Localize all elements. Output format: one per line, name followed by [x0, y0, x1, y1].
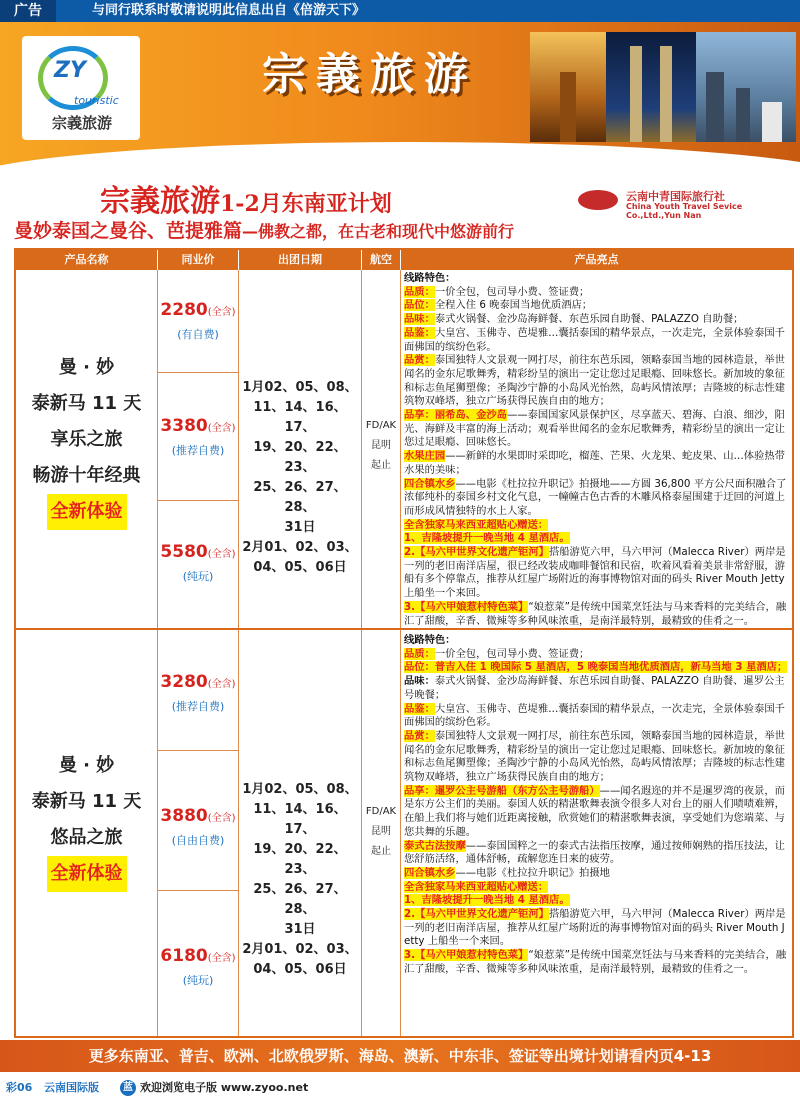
logo-chinese: 宗義旅游 — [52, 114, 113, 132]
highlight-line: 线路特色： — [404, 634, 456, 646]
highlight-line: 四合镇水乡——电影《杜拉拉升职记》拍摄地——方圆 36,800 平方公尺面积融合了浓郁纯朴的泰国乡村文化气息，一幢幢古色古香的木雕风格泰屋围建于迂回的河道上而形成风情独特的水上人家。 — [404, 477, 787, 517]
highlight-line: 3.【马六甲娘惹村特色菜】“娘惹菜”是传统中国菜烹饪法与马来香料的完美结合，融汇了甜酸，辛香、微辣等多种风味浓重，是南洋最特别，最精致的佳肴之一。 — [404, 600, 787, 627]
product-1-airline: FD/AK 昆明 起止 — [365, 420, 397, 471]
source-notice: 与同行联系时敬请说明此信息出自《倍游天下》 — [92, 3, 366, 18]
product-1-name: 曼 · 妙 泰新马 11 天 享乐之旅 畅游十年经典 全新体验 — [16, 350, 157, 530]
highlight-line: 品鉴：大皇宫、玉佛寺、芭堤雅…囊括泰国的精华景点，一次走完，全景体验泰国千面佛国的缤纷色彩。 — [404, 326, 785, 353]
merlion-photo — [696, 32, 796, 142]
highlight-line: 线路特色： — [404, 272, 456, 284]
top-bar — [0, 0, 800, 22]
header-banner — [0, 22, 800, 178]
product-2-dates: 1月02、05、08、 11、14、16、17、 19、20、22、23、 25、26、27、28、 31日 2月01、02、03、 04、05、06日 — [242, 782, 358, 977]
product-2-price-3: 6180(全含) (纯玩) — [160, 946, 236, 987]
footer — [0, 1076, 800, 1100]
edition-badge-icon: 蓝 — [120, 1080, 136, 1096]
website-link[interactable]: 欢迎浏览电子版 www.zyoo.net — [140, 1081, 309, 1094]
header-airline: 航空 — [362, 250, 400, 270]
page-title: 宗義旅游1-2月东南亚计划 — [100, 184, 392, 219]
highlight-line: 水果庄园——新鲜的水果即时采即吃，榴莲、芒果、火龙果、蛇皮果、山…体验热带水果的美味； — [404, 450, 785, 476]
agency-name: 云南中青国际旅行社 — [626, 190, 725, 203]
highlight-line: 1、吉隆坡提升一晚当地 4 星酒店。 — [404, 894, 570, 907]
header-highlights: 产品亮点 — [401, 250, 792, 270]
product-2-price-2: 3880(全含) (自由自费) — [160, 806, 236, 847]
twin-towers-photo — [606, 32, 696, 142]
product-1-price-3: 5580(全含) (纯玩) — [160, 542, 236, 583]
agency-english: China Youth Travel Sevice Co.,Ltd.,Yun Nan — [626, 202, 743, 220]
highlight-line: 品赏：泰国独特人文景观一网打尽，前往东芭乐园，领略泰国当地的园林造景，举世闻名的金东尼歌舞秀，精彩纷呈的演出一定让您过足眼瘾、回味悠长。新加坡的象征和标志鱼尾狮塑像；圣陶沙宁静的小岛风光怡然，岛屿风情浓厚；吉隆坡的标志性建筑物双峰塔，独立广场获得民族自由的地方； — [404, 729, 785, 784]
highlight-line: 3.【马六甲娘惹村特色菜】“娘惹菜”是传统中国菜烹饪法与马来香料的完美结合，融汇了甜酸，辛香、微辣等多种风味浓重，是南洋最特别，最精致的佳肴之一。 — [404, 949, 787, 975]
highlight-line: 四合镇水乡——电影《杜拉拉升职记》拍摄地 — [404, 866, 610, 879]
header-price: 同业价 — [158, 250, 238, 270]
highlight-line: 全含独家马来西亚超贴心赠送： — [404, 518, 549, 531]
highlight-line: 品享：暹罗公主号游船（东方公主号游船）——闻名遐迩的并不是暹罗湾的夜景，而是东方公主们的美丽。泰国人妖的精湛歌舞表演令很多人对台上的丽人们啧啧难辨，在船上我们将与她们近距离接触，欣赏她们的精湛歌舞表演，享受她们为您端菜、与您共舞的乐趣。 — [404, 784, 785, 838]
logo-english: touristic — [74, 94, 119, 107]
product-2-name: 曼 · 妙 泰新马 11 天 悠品之旅 全新体验 — [16, 748, 157, 892]
slogan: 曼妙泰国之曼谷、芭提雅篇—佛教之都，在古老和现代中悠游前行 — [14, 220, 515, 242]
highlight-line: 品味：泰式火锅餐、金沙岛海鲜餐、东芭乐园自助餐、PALAZZO 自助餐； — [404, 313, 744, 326]
temple-photo — [530, 32, 606, 142]
ad-label: 广告 — [0, 0, 56, 22]
agency-logo — [574, 188, 794, 220]
highlight-line: 全含独家马来西亚超贴心赠送： — [404, 880, 549, 893]
highlight-line: 品质：一价全包，包司导小费、签证费； — [404, 647, 590, 660]
logo — [22, 36, 140, 140]
page-subtitle: 1-2月东南亚计划 — [220, 191, 392, 217]
product-1-dates: 1月02、05、08、 11、14、16、17、 19、20、22、23、 25、26、27、28、 31日 2月01、02、03、 04、05、06日 — [242, 380, 358, 575]
brand-title: 宗義旅游 — [262, 49, 478, 100]
product-2-badge: 全新体验 — [47, 856, 127, 892]
product-2-airline: FD/AK 昆明 起止 — [365, 806, 397, 857]
highlight-line: 泰式古法按摩——泰国国粹之一的泰式古法指压按摩，通过按师娴熟的指压技法，让您舒筋活络，通体舒畅，疏解您连日来的疲劳。 — [404, 839, 785, 866]
product-2-price-1: 3280(全含) (推荐自费) — [160, 672, 236, 713]
header-product-name: 产品名称 — [16, 250, 157, 270]
highlight-line: 1、吉隆坡提升一晚当地 4 星酒店。 — [404, 532, 570, 545]
logo-mark: ZY — [54, 58, 86, 83]
highlight-line: 2.【马六甲世界文化遗产钜河】搭船游览六甲，马六甲河（Malecca River）两岸是一列的老旧南洋店屋，推荐从红屋广场附近的海事博物馆对面的码头 River Mouth Jetty 上船坐一个来回。 — [404, 908, 786, 948]
highlight-line: 品鉴：大皇宫、玉佛寺、芭堤雅…囊括泰国的精华景点，一次走完，全景体验泰国千面佛国的缤纷色彩。 — [404, 702, 785, 729]
more-routes-banner: 更多东南亚、普吉、欧洲、北欧俄罗斯、海岛、澳新、中东非、签证等出境计划请看内页4-13 — [0, 1040, 800, 1072]
highlight-line: 2.【马六甲世界文化遗产钜河】搭船游览六甲，马六甲河（Malecca River）两岸是一列的老旧南洋店屋，很已经改装成咖啡餐馆和民宿，吹着风看着美景非常舒服，游船有多个停靠点，推荐从红屋广场附近的海事博物馆对面的码头 River Mouth Jetty 上船坐一个来回。 — [404, 546, 786, 600]
highlight-line: 品位：全程入住 6 晚泰国当地优质酒店； — [404, 299, 593, 312]
product-1-price-2: 3380(全含) (推荐自费) — [160, 416, 236, 457]
highlight-line: 品味：泰式火锅餐、金沙岛海鲜餐、东芭乐园自助餐、PALAZZO 自助餐、暹罗公主号晚餐； — [404, 675, 785, 701]
product-table — [14, 248, 794, 1038]
highlight-line: 品质：一价全包，包司导小费、签证费； — [404, 285, 590, 298]
agency-emblem-icon — [578, 190, 618, 210]
product-1-price-1: 2280(全含) (有自费) — [160, 300, 236, 341]
product-1-badge: 全新体验 — [47, 494, 127, 530]
edition-label: 云南国际版 — [44, 1081, 99, 1094]
highlight-line: 品享：丽希岛、金沙岛——泰国国家风景保护区，尽享蓝天、碧海、白浪、细沙，阳光、海鲜及丰富的海上活动；观看举世闻名的金东尼歌舞秀，精彩纷呈的演出一定让您过足眼瘾、回味悠长。 — [404, 409, 785, 449]
header-dates: 出团日期 — [239, 250, 361, 270]
product-1-highlights — [404, 272, 788, 628]
highlight-line: 品位：普吉入住 1 晚国际 5 星酒店，5 晚泰国当地优质酒店，新马当地 3 星酒店； — [404, 661, 788, 674]
product-2-highlights — [404, 634, 788, 977]
highlight-line: 品赏：泰国独特人文景观一网打尽，前往东芭乐园，领略泰国当地的园林造景，举世闻名的金东尼歌舞秀，精彩纷呈的演出一定让您过足眼瘾、回味悠长。新加坡的象征和标志鱼尾狮塑像；圣陶沙宁静的小岛风光怡然，岛屿风情浓厚；吉隆坡的标志性建筑物双峰塔，独立广场获得民族自由的地方； — [404, 354, 785, 408]
page-number: 彩06 — [6, 1081, 33, 1094]
